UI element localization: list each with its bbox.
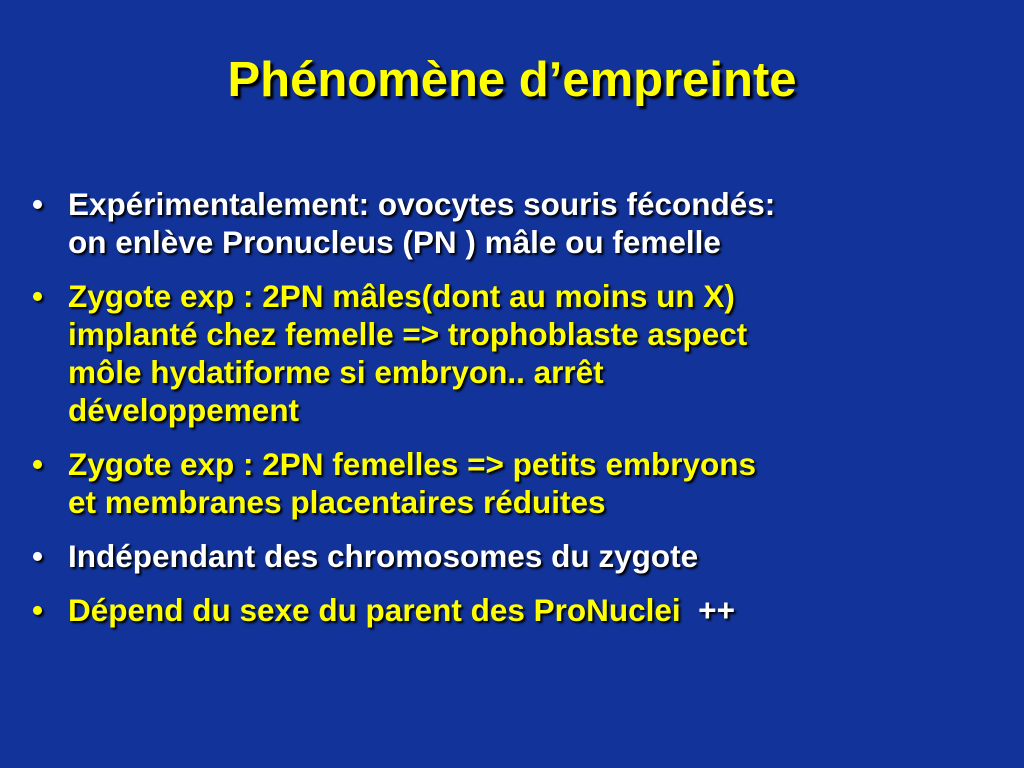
bullet-line: Zygote exp : 2PN mâles(dont au moins un X) — [68, 278, 735, 314]
bullet-line: implanté chez femelle => trophoblaste aspect — [68, 316, 748, 352]
bullet-dot: • — [32, 538, 44, 574]
bullet-line: développement — [68, 392, 300, 428]
bullet-item — [0, 537, 1000, 575]
slide-title: Phénomène d’empreinte — [227, 53, 797, 107]
plus-plus-suffix: ++ — [689, 592, 735, 628]
bullet-line: Zygote exp : 2PN femelles => petits embryons — [68, 446, 756, 482]
bullet-line: Indépendant des chromosomes du zygote — [68, 538, 699, 574]
bullet-line: Dépend du sexe du parent des ProNuclei — [68, 592, 681, 628]
bullet-item — [0, 185, 1000, 261]
bullet-dot: • — [32, 186, 44, 222]
bullet-line: môle hydatiforme si embryon.. arrêt — [68, 354, 604, 390]
bullet-item — [0, 277, 1000, 429]
bullet-line: et membranes placentaires réduites — [68, 484, 606, 520]
bullet-dot: • — [32, 446, 44, 482]
bullet-dot: • — [32, 592, 44, 628]
bullet-line: Expérimentalement: ovocytes souris fécondés: — [68, 186, 776, 222]
bullet-item — [0, 591, 1000, 629]
bullet-line: on enlève Pronucleus (PN ) mâle ou femelle — [68, 224, 721, 260]
bullet-list — [0, 185, 1000, 629]
bullet-item — [0, 445, 1000, 521]
bullet-dot: • — [32, 278, 44, 314]
